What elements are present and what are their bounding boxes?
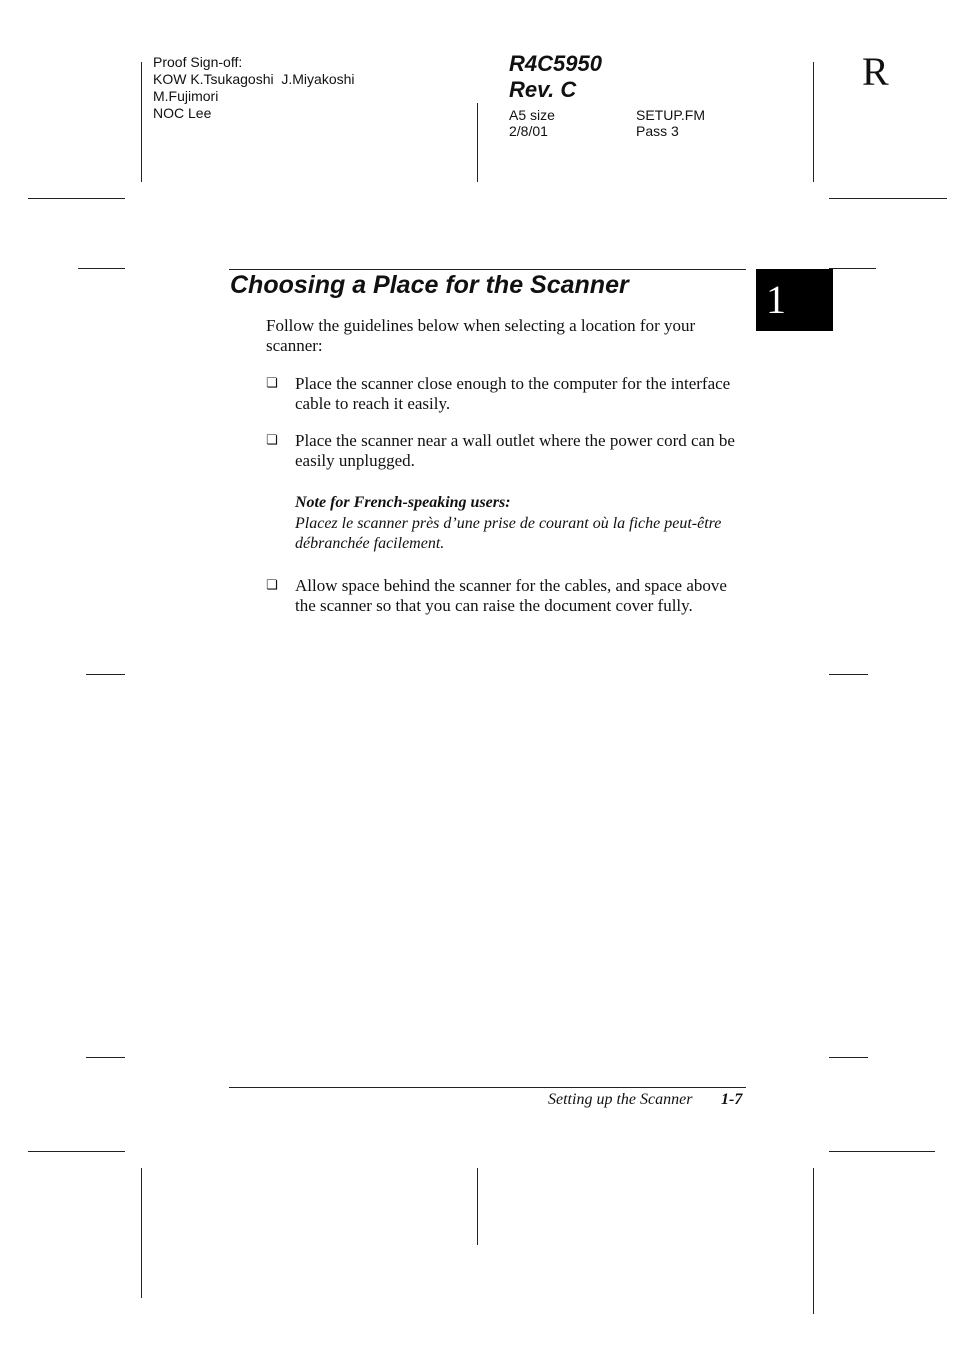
list-item: Allow space behind the scanner for the cables, and space above the scanner so that you can raise the document cover fully. [295,576,727,615]
signoff-line: KOW K.Tsukagoshi J.Miyakoshi [153,71,355,87]
crop-mark-top-right-horizontal [829,198,947,199]
model-code: R4C5950 [509,51,602,76]
crop-mark-bottom-center-vertical [477,1168,478,1245]
margin-mark-left-upper [78,268,125,269]
signoff-line: Proof Sign-off: [153,54,243,70]
checkbox-bullet-icon: ❏ [266,433,278,448]
list-item: Place the scanner close enough to the computer for the interface cable to reach it easily. [295,374,731,413]
crop-mark-top-center-vertical [477,103,478,182]
margin-mark-left-middle [86,674,125,675]
note-title: Note for French-speaking users: [295,494,511,511]
corner-letter: R [862,49,889,94]
margin-mark-right-lower [829,1057,868,1058]
file-name: SETUP.FM [636,107,705,123]
margin-mark-right-middle [829,674,868,675]
note-text: Placez le scanner près d’une prise de courant où la fiche peut-être débranchée facilement. [295,515,722,552]
intro-paragraph: Follow the guidelines below when selecting a location for your scanner: [266,316,696,355]
proof-date: 2/8/01 [509,123,548,139]
crop-mark-bottom-right-horizontal [829,1151,935,1152]
chapter-number: 1 [766,277,786,322]
crop-mark-bottom-left-vertical [141,1168,142,1298]
chapter-tab [756,269,833,331]
page-number: 1-7 [721,1091,743,1108]
signoff-line: NOC Lee [153,105,212,121]
section-title: Choosing a Place for the Scanner [230,271,629,299]
margin-mark-right-upper [829,268,876,269]
crop-mark-bottom-left-horizontal [28,1151,125,1152]
checkbox-bullet-icon: ❏ [266,578,278,593]
crop-mark-top-right-vertical [813,62,814,182]
crop-mark-top-left-horizontal [28,198,125,199]
footer-section-name: Setting up the Scanner [548,1091,693,1108]
footer-rule [229,1087,746,1088]
paper-size: A5 size [509,107,555,123]
checkbox-bullet-icon: ❏ [266,376,278,391]
margin-mark-left-lower [86,1057,125,1058]
crop-mark-bottom-right-vertical [813,1168,814,1314]
proof-pass: Pass 3 [636,123,679,139]
crop-mark-top-left-vertical [141,62,142,182]
proof-signoff-block [153,54,453,122]
list-item: Place the scanner near a wall outlet where the power cord can be easily unplugged. [295,431,735,470]
signoff-line: M.Fujimori [153,88,219,104]
revision-code: Rev. C [509,77,577,102]
